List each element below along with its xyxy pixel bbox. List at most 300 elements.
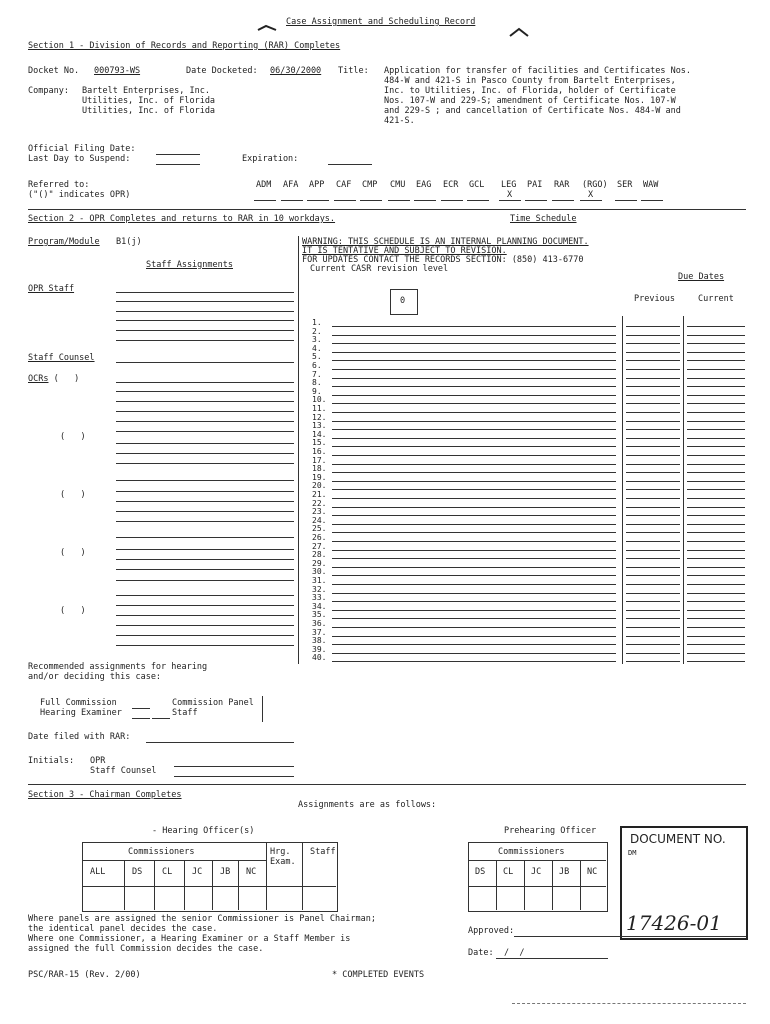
schedule-event-field[interactable]	[332, 550, 616, 551]
date-docketed: 06/30/2000	[270, 66, 322, 76]
schedule-row-number: 4.	[312, 343, 322, 353]
schedule-current-date[interactable]	[687, 636, 745, 637]
schedule-row-number: 34.	[312, 601, 327, 611]
schedule-previous-date[interactable]	[626, 455, 680, 456]
division-code: SER	[617, 180, 633, 190]
schedule-row-number: 37.	[312, 627, 327, 637]
schedule-current-date[interactable]	[687, 498, 745, 499]
division-field[interactable]	[580, 200, 602, 201]
schedule-row-number: 30.	[312, 567, 327, 577]
schedule-previous-date[interactable]	[626, 550, 680, 551]
schedule-previous-date[interactable]	[626, 438, 680, 439]
title-line: 484-W and 421-S in Pasco County from Bartelt Enterprises,	[384, 76, 676, 86]
prehearing-assign-cell[interactable]	[583, 905, 603, 906]
title-label: Title:	[338, 66, 369, 76]
division-code: EAG	[416, 180, 432, 190]
staff-assignment-field[interactable]	[116, 549, 294, 550]
schedule-event-field[interactable]	[332, 326, 616, 327]
schedule-event-field[interactable]	[332, 438, 616, 439]
schedule-row-number: 7.	[312, 369, 322, 379]
stamp-title: DOCUMENT NO.	[630, 832, 726, 846]
initials-counsel-field[interactable]	[174, 776, 294, 777]
company-line: Bartelt Enterprises, Inc.	[82, 86, 210, 96]
schedule-event-field[interactable]	[332, 593, 616, 594]
opr-staff-label: OPR Staff	[28, 284, 75, 294]
schedule-current-date[interactable]	[687, 395, 745, 396]
division-code: (RGO)	[582, 180, 608, 190]
schedule-event-field[interactable]	[332, 584, 616, 585]
schedule-previous-date[interactable]	[626, 627, 680, 628]
schedule-event-field[interactable]	[332, 472, 616, 473]
schedule-event-field[interactable]	[332, 481, 616, 482]
staff-assignment-field[interactable]	[116, 580, 294, 581]
document-number-stamp	[620, 826, 748, 940]
form-title: Case Assignment and Scheduling Record	[286, 17, 476, 27]
schedule-row-number: 26.	[312, 533, 327, 542]
staff-assignment-field[interactable]	[116, 301, 294, 302]
schedule-current-date[interactable]	[687, 472, 745, 473]
schedule-event-field[interactable]	[332, 653, 616, 654]
schedule-event-field[interactable]	[332, 661, 616, 662]
schedule-event-field[interactable]	[332, 558, 616, 559]
table-rule	[124, 860, 125, 910]
initials-label: Initials:	[28, 756, 75, 766]
division-field[interactable]	[525, 200, 547, 201]
schedule-current-date[interactable]	[687, 360, 745, 361]
schedule-current-date[interactable]	[687, 532, 745, 533]
prehearing-assign-cell[interactable]	[527, 905, 549, 906]
schedule-row-number: 13.	[312, 421, 327, 431]
hearing-examiner-checkbox[interactable]	[132, 718, 150, 719]
division-field[interactable]	[307, 200, 329, 201]
table-rule	[212, 860, 213, 910]
schedule-event-field[interactable]	[332, 455, 616, 456]
staff-assignment-field[interactable]	[116, 559, 294, 560]
warning-line: WARNING: THIS SCHEDULE IS AN INTERNAL PLANNING DOCUMENT.	[302, 237, 589, 247]
staff-assignments-heading: Staff Assignments	[146, 260, 233, 270]
division-code: RAR	[554, 180, 570, 190]
prehearing-col-label: NC	[587, 867, 598, 877]
schedule-event-field[interactable]	[332, 575, 616, 576]
schedule-previous-date[interactable]	[626, 335, 680, 336]
table-rule	[468, 886, 606, 887]
table-rule	[552, 860, 553, 910]
staff-assignment-field[interactable]	[116, 645, 294, 646]
table-rule	[154, 860, 155, 910]
staff-assignment-field[interactable]	[116, 340, 294, 341]
prehearing-assign-cell[interactable]	[499, 905, 521, 906]
table-rule	[82, 886, 336, 887]
division-field[interactable]	[360, 200, 382, 201]
division-field[interactable]	[552, 200, 574, 201]
schedule-event-field[interactable]	[332, 515, 616, 516]
schedule-current-date[interactable]	[687, 481, 745, 482]
prehearing-col-label: CL	[503, 867, 514, 877]
staff-assignment-field[interactable]	[116, 625, 294, 626]
table-rule	[524, 860, 525, 910]
schedule-previous-date[interactable]	[626, 601, 680, 602]
schedule-previous-date[interactable]	[626, 343, 680, 344]
staff-assignment-field[interactable]	[116, 330, 294, 331]
hearing-assign-cell[interactable]	[241, 905, 263, 906]
docket-label: Docket No.	[28, 66, 80, 76]
schedule-current-date[interactable]	[687, 601, 745, 602]
commissioners-heading: Commissioners	[498, 847, 565, 857]
recommended-line: Recommended assignments for hearing	[28, 662, 208, 672]
schedule-current-date[interactable]	[687, 515, 745, 516]
division-field[interactable]	[641, 200, 663, 201]
schedule-event-field[interactable]	[332, 524, 616, 525]
schedule-row-number: 31.	[312, 576, 327, 585]
time-schedule-label: Time Schedule	[510, 214, 577, 224]
division-field[interactable]	[414, 200, 436, 201]
schedule-current-date[interactable]	[687, 386, 745, 387]
staff-option-label: Staff	[172, 708, 198, 718]
schedule-row-number: 22.	[312, 498, 327, 508]
schedule-previous-date[interactable]	[626, 481, 680, 482]
approved-label: Approved:	[468, 926, 515, 936]
company-label: Company:	[28, 86, 69, 96]
schedule-event-field[interactable]	[332, 541, 616, 542]
schedule-event-field[interactable]	[332, 429, 616, 430]
schedule-previous-date[interactable]	[626, 386, 680, 387]
hearing-assign-cell[interactable]	[157, 905, 181, 906]
date-value: / /	[504, 948, 525, 958]
form-number: PSC/RAR-15 (Rev. 2/00)	[28, 970, 141, 980]
prehearing-heading: Prehearing Officer	[504, 826, 597, 836]
staff-assignment-field[interactable]	[116, 595, 294, 596]
initials-opr-field[interactable]	[174, 766, 294, 767]
schedule-row-number: 33.	[312, 593, 327, 603]
schedule-previous-date[interactable]	[626, 584, 680, 585]
schedule-event-field[interactable]	[332, 343, 616, 344]
date-label: Date:	[468, 948, 494, 958]
staff-assignment-field[interactable]	[116, 453, 294, 454]
schedule-previous-date[interactable]	[626, 498, 680, 499]
staff-assignment-field[interactable]	[116, 501, 294, 502]
schedule-current-date[interactable]	[687, 661, 745, 662]
division-code: APP	[309, 180, 325, 190]
schedule-event-field[interactable]	[332, 421, 616, 422]
division-code: CAF	[336, 180, 352, 190]
scan-mark-icon	[256, 22, 278, 34]
staff-heading: Staff	[310, 847, 336, 857]
schedule-current-date[interactable]	[687, 610, 745, 611]
schedule-event-field[interactable]	[332, 412, 616, 413]
staff-assignment-field[interactable]	[116, 537, 294, 538]
option-divider	[262, 696, 263, 722]
date-filed-label: Date filed with RAR:	[28, 732, 131, 742]
staff-assignment-field[interactable]	[116, 401, 294, 402]
schedule-previous-date[interactable]	[626, 558, 680, 559]
note-line: the identical panel decides the case.	[28, 924, 218, 934]
staff-assignment-field[interactable]	[116, 635, 294, 636]
schedule-current-date[interactable]	[687, 618, 745, 619]
schedule-event-field[interactable]	[332, 532, 616, 533]
full-commission-checkbox[interactable]	[132, 708, 150, 709]
staff-assignment-field[interactable]	[116, 391, 294, 392]
schedule-current-date[interactable]	[687, 335, 745, 336]
staff-assignment-field[interactable]	[116, 382, 294, 383]
expiration-field[interactable]	[328, 164, 372, 165]
staff-assignment-field[interactable]	[116, 605, 294, 606]
prehearing-assign-cell[interactable]	[471, 905, 493, 906]
schedule-previous-date[interactable]	[626, 429, 680, 430]
schedule-previous-date[interactable]	[626, 369, 680, 370]
schedule-current-date[interactable]	[687, 455, 745, 456]
staff-assignment-field[interactable]	[116, 511, 294, 512]
division-mark: X	[507, 190, 513, 200]
stamp-handwritten-number: 17426-01	[626, 911, 722, 935]
schedule-previous-date[interactable]	[626, 618, 680, 619]
schedule-previous-date[interactable]	[626, 575, 680, 576]
recommended-line: and/or deciding this case:	[28, 672, 162, 682]
division-field[interactable]	[499, 200, 521, 201]
division-field[interactable]	[254, 200, 276, 201]
date-filed-field[interactable]	[146, 742, 294, 743]
schedule-event-field[interactable]	[332, 395, 616, 396]
schedule-previous-date[interactable]	[626, 421, 680, 422]
staff-assignment-field[interactable]	[116, 491, 294, 492]
hearing-col-label: CL	[162, 867, 173, 877]
last-day-field[interactable]	[156, 164, 200, 165]
schedule-row-number: 25.	[312, 524, 327, 534]
schedule-current-date[interactable]	[687, 369, 745, 370]
schedule-event-field[interactable]	[332, 601, 616, 602]
schedule-current-date[interactable]	[687, 567, 745, 568]
schedule-event-field[interactable]	[332, 446, 616, 447]
schedule-event-field[interactable]	[332, 360, 616, 361]
schedule-current-date[interactable]	[687, 644, 745, 645]
referred-label: Referred to:	[28, 180, 90, 190]
schedule-current-date[interactable]	[687, 429, 745, 430]
date-field[interactable]	[496, 958, 608, 959]
schedule-current-date[interactable]	[687, 653, 745, 654]
hearing-col-label: DS	[132, 867, 143, 877]
title-line: Application for transfer of facilities and Certificates Nos.	[384, 66, 692, 76]
schedule-current-date[interactable]	[687, 464, 745, 465]
schedule-event-field[interactable]	[332, 618, 616, 619]
table-rule	[238, 860, 239, 910]
due-dates-heading: Due Dates	[678, 272, 725, 282]
expiration-label: Expiration:	[242, 154, 299, 164]
staff-assignment-field[interactable]	[116, 443, 294, 444]
schedule-event-field[interactable]	[332, 498, 616, 499]
official-filing-field[interactable]	[156, 154, 200, 155]
schedule-current-date[interactable]	[687, 412, 745, 413]
schedule-current-date[interactable]	[687, 541, 745, 542]
schedule-previous-date[interactable]	[626, 610, 680, 611]
schedule-event-field[interactable]	[332, 627, 616, 628]
schedule-row-number: 2.	[312, 326, 322, 336]
schedule-current-date[interactable]	[687, 421, 745, 422]
assignments-label: Assignments are as follows:	[298, 800, 437, 810]
date-docketed-label: Date Docketed:	[186, 66, 258, 76]
division-code: LEG	[501, 180, 517, 190]
schedule-previous-date[interactable]	[626, 515, 680, 516]
schedule-previous-date[interactable]	[626, 593, 680, 594]
staff-assignment-field[interactable]	[116, 362, 294, 363]
schedule-current-date[interactable]	[687, 627, 745, 628]
hearing-assign-cell[interactable]	[187, 905, 209, 906]
section3-heading: Section 3 - Chairman Completes	[28, 790, 182, 800]
stamp-dm: DM	[628, 849, 637, 857]
schedule-previous-date[interactable]	[626, 472, 680, 473]
schedule-previous-date[interactable]	[626, 653, 680, 654]
hearing-officers-heading: - Hearing Officer(s)	[152, 826, 255, 836]
division-field[interactable]	[441, 200, 463, 201]
staff-assignment-field[interactable]	[116, 320, 294, 321]
schedule-previous-date[interactable]	[626, 661, 680, 662]
hearing-col-label: JC	[192, 867, 203, 877]
hearing-col-label: NC	[246, 867, 257, 877]
official-filing-label: Official Filing Date:	[28, 144, 136, 154]
schedule-event-field[interactable]	[332, 507, 616, 508]
schedule-event-field[interactable]	[332, 567, 616, 568]
schedule-previous-date[interactable]	[626, 360, 680, 361]
schedule-current-date[interactable]	[687, 378, 745, 379]
division-field[interactable]	[281, 200, 303, 201]
table-rule	[302, 842, 303, 910]
prehearing-assign-cell[interactable]	[555, 905, 577, 906]
schedule-current-date[interactable]	[687, 352, 745, 353]
division-field[interactable]	[334, 200, 356, 201]
schedule-row-number: 40.	[312, 653, 327, 663]
schedule-previous-date[interactable]	[626, 378, 680, 379]
title-line: and 229-S ; and cancellation of Certificate Nos. 484-W and	[384, 106, 681, 116]
schedule-row-number: 21.	[312, 490, 327, 499]
schedule-previous-date[interactable]	[626, 644, 680, 645]
table-rule	[184, 860, 185, 910]
division-code: ECR	[443, 180, 459, 190]
company-line: Utilities, Inc. of Florida	[82, 106, 216, 116]
schedule-previous-date[interactable]	[626, 326, 680, 327]
schedule-current-date[interactable]	[687, 575, 745, 576]
staff-option-checkbox[interactable]	[152, 718, 170, 719]
docket-number: 000793-WS	[94, 66, 141, 76]
schedule-event-field[interactable]	[332, 489, 616, 490]
schedule-event-field[interactable]	[332, 378, 616, 379]
ocr-paren: ( )	[60, 432, 86, 442]
schedule-row-number: 20.	[312, 481, 327, 491]
warning-line: IT IS TENTATIVE AND SUBJECT TO REVISION.	[302, 246, 507, 256]
schedule-event-field[interactable]	[332, 352, 616, 353]
division-code: WAW	[643, 180, 659, 190]
approved-field[interactable]	[514, 936, 746, 937]
schedule-row-number: 27.	[312, 541, 327, 551]
schedule-current-date[interactable]	[687, 489, 745, 490]
schedule-previous-date[interactable]	[626, 403, 680, 404]
schedule-previous-date[interactable]	[626, 532, 680, 533]
schedule-current-date[interactable]	[687, 438, 745, 439]
program-value: B1(j)	[116, 237, 142, 247]
table-rule	[580, 860, 581, 910]
ocr-paren: ( )	[60, 548, 86, 558]
schedule-event-field[interactable]	[332, 644, 616, 645]
schedule-event-field[interactable]	[332, 610, 616, 611]
division-code: ADM	[256, 180, 272, 190]
staff-assignment-field[interactable]	[116, 463, 294, 464]
table-rule	[496, 860, 497, 910]
staff-assignment-field[interactable]	[116, 521, 294, 522]
hearing-assign-cell[interactable]	[127, 905, 151, 906]
staff-assignment-field[interactable]	[116, 431, 294, 432]
schedule-event-field[interactable]	[332, 403, 616, 404]
note-line: Where one Commissioner, a Hearing Examiner or a Staff Member is	[28, 934, 351, 944]
schedule-row-number: 19.	[312, 472, 327, 482]
schedule-row-number: 8.	[312, 378, 322, 388]
schedule-current-date[interactable]	[687, 507, 745, 508]
table-rule	[266, 842, 267, 910]
schedule-current-date[interactable]	[687, 593, 745, 594]
schedule-row-number: 3.	[312, 335, 322, 345]
schedule-previous-date[interactable]	[626, 507, 680, 508]
schedule-previous-date[interactable]	[626, 524, 680, 525]
schedule-previous-date[interactable]	[626, 489, 680, 490]
schedule-previous-date[interactable]	[626, 412, 680, 413]
division-code: AFA	[283, 180, 299, 190]
schedule-row-number: 24.	[312, 515, 327, 525]
staff-assignment-field[interactable]	[116, 292, 294, 293]
commission-panel-label: Commission Panel	[172, 698, 254, 708]
staff-assignment-field[interactable]	[116, 569, 294, 570]
schedule-event-field[interactable]	[332, 386, 616, 387]
initials-counsel-label: Staff Counsel	[90, 766, 157, 776]
initials-opr-label: OPR	[90, 756, 106, 766]
division-code: GCL	[469, 180, 485, 190]
schedule-current-date[interactable]	[687, 446, 745, 447]
schedule-previous-date[interactable]	[626, 446, 680, 447]
program-label: Program/Module	[28, 237, 100, 247]
schedule-event-field[interactable]	[332, 369, 616, 370]
hearing-assign-cell[interactable]	[215, 905, 235, 906]
scan-edge-line	[512, 1003, 746, 1004]
schedule-event-field[interactable]	[332, 636, 616, 637]
schedule-current-date[interactable]	[687, 550, 745, 551]
ocrs-label: OCRs ( )	[28, 374, 80, 384]
schedule-divider	[298, 236, 299, 664]
division-field[interactable]	[615, 200, 637, 201]
staff-assignment-field[interactable]	[116, 311, 294, 312]
schedule-previous-date[interactable]	[626, 395, 680, 396]
division-mark: X	[588, 190, 594, 200]
schedule-event-field[interactable]	[332, 464, 616, 465]
schedule-current-date[interactable]	[687, 558, 745, 559]
schedule-previous-date[interactable]	[626, 541, 680, 542]
hearing-assign-cell[interactable]	[85, 905, 121, 906]
table-rule	[468, 860, 606, 861]
due-column-divider	[622, 316, 623, 664]
schedule-current-date[interactable]	[687, 343, 745, 344]
division-field[interactable]	[467, 200, 489, 201]
schedule-previous-date[interactable]	[626, 352, 680, 353]
schedule-current-date[interactable]	[687, 524, 745, 525]
division-field[interactable]	[388, 200, 410, 201]
schedule-current-date[interactable]	[687, 326, 745, 327]
schedule-current-date[interactable]	[687, 403, 745, 404]
schedule-current-date[interactable]	[687, 584, 745, 585]
schedule-previous-date[interactable]	[626, 636, 680, 637]
last-day-label: Last Day to Suspend:	[28, 154, 131, 164]
title-line: Nos. 107-W and 229-S; amendment of Certificate Nos. 107-W	[384, 96, 676, 106]
staff-assignment-field[interactable]	[116, 411, 294, 412]
schedule-previous-date[interactable]	[626, 464, 680, 465]
schedule-event-field[interactable]	[332, 335, 616, 336]
schedule-previous-date[interactable]	[626, 567, 680, 568]
staff-assignment-field[interactable]	[116, 615, 294, 616]
staff-assignment-field[interactable]	[116, 480, 294, 481]
staff-assignment-field[interactable]	[116, 421, 294, 422]
